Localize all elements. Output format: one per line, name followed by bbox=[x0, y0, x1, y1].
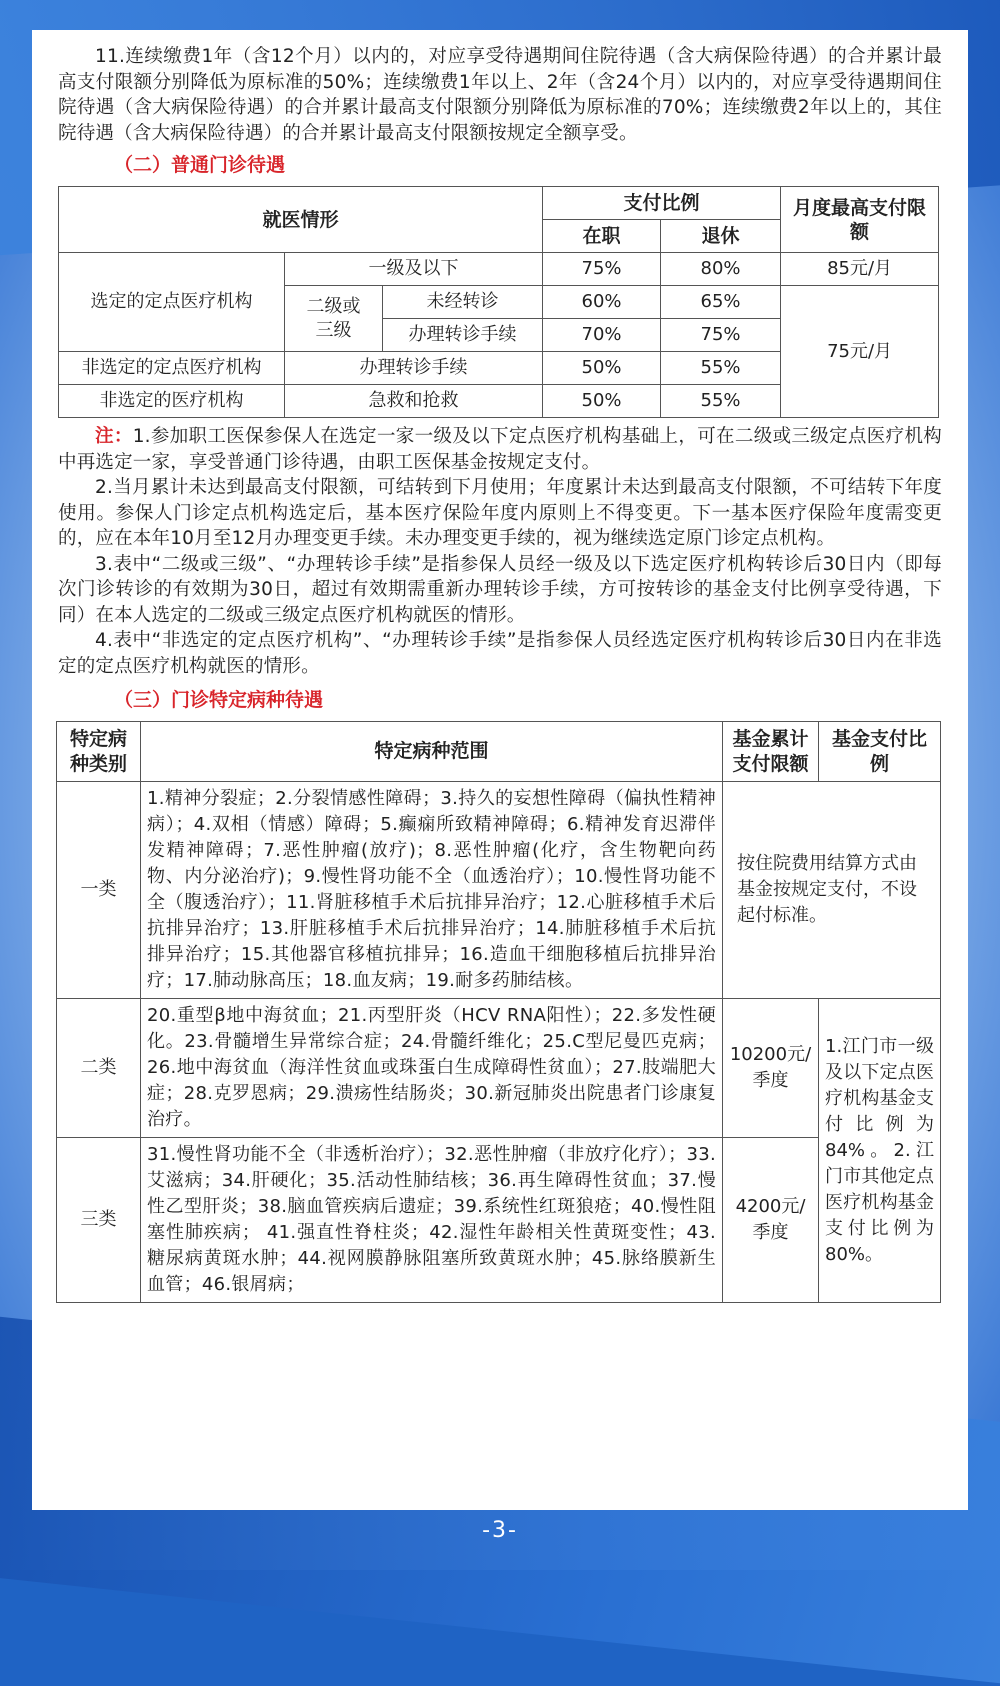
cell-value: 55% bbox=[661, 385, 781, 418]
note-1 bbox=[58, 424, 942, 475]
row-emergency: 急救和抢救 bbox=[285, 385, 543, 418]
row-level1: 一级及以下 bbox=[285, 253, 543, 286]
header-ratio: 支付比例 bbox=[543, 187, 781, 220]
category-3-limit: 4200元/季度 bbox=[723, 1138, 819, 1303]
note-4: 4.表中“非选定的定点医疗机构”、“办理转诊手续”是指参保人员经选定医疗机构转诊后30日内在非选定的定点医疗机构就医的情形。 bbox=[58, 630, 942, 677]
category-2: 二类 bbox=[57, 999, 141, 1138]
note-1-text: 1.参加职工医保参保人在选定一家一级及以下定点医疗机构基础上，可在二级或三级定点医疗机构中再选定一家，享受普通门诊待遇，由职工医保基金按规定支付。 bbox=[58, 426, 942, 473]
cell-value: 70% bbox=[543, 319, 661, 352]
category-3: 三类 bbox=[57, 1138, 141, 1303]
header-category: 特定病种类别 bbox=[57, 722, 141, 782]
row-referral: 办理转诊手续 bbox=[383, 319, 543, 352]
intro-paragraph: 11.连续缴费1年（含12个月）以内的，对应享受待遇期间住院待遇（含大病保险待遇）的合并累计最高支付限额分别降低为原标准的50%；连续缴费1年以上、2年（含24个月）以内的，对应享受待遇期间住院待遇（含大病保险待遇）的合并累计最高支付限额分别降低为原标准的70%；连续缴费2年以上的，其住院待遇（含大病保险待遇）的合并累计最高支付限额按规定全额享受。 bbox=[58, 46, 942, 144]
cell-value: 50% bbox=[543, 352, 661, 385]
header-fund-ratio: 基金支付比例 bbox=[819, 722, 941, 782]
outpatient-table bbox=[58, 186, 939, 418]
document-sheet bbox=[32, 30, 968, 1510]
header-fund-limit: 基金累计支付限额 bbox=[723, 722, 819, 782]
header-situation: 就医情形 bbox=[59, 187, 543, 253]
special-disease-table bbox=[56, 721, 941, 1303]
header-scope: 特定病种范围 bbox=[141, 722, 723, 782]
row-no-referral: 未经转诊 bbox=[383, 286, 543, 319]
category-1-payment: 按住院费用结算方式由基金按规定支付，不设起付标准。 bbox=[723, 782, 941, 999]
note-2: 2.当月累计未达到最高支付限额，可结转到下月使用；年度累计未达到最高支付限额，不可结转下年度使用。参保人门诊定点机构选定后，基本医疗保险年度内原则上不得变更。下一基本医疗保险年度需变更的，应在本年10月至12月办理变更手续。未办理变更手续的，视为继续选定原门诊定点机构。 bbox=[58, 477, 942, 549]
note-3: 3.表中“二级或三级”、“办理转诊手续”是指参保人员经一级及以下选定医疗机构转诊后30日内（即每次门诊转诊的有效期为30日，超过有效期需重新办理转诊手续，方可按转诊的基金支付比例享受待遇，下同）在本人选定的二级或三级定点医疗机构就医的情形。 bbox=[58, 553, 942, 626]
header-retired: 退休 bbox=[661, 220, 781, 253]
cell-value: 80% bbox=[661, 253, 781, 286]
cell-value: 60% bbox=[543, 286, 661, 319]
cell-value: 75% bbox=[543, 253, 661, 286]
category-23-ratio: 1.江门市一级及以下定点医疗机构基金支付比例为84%。2.江门市其他定点医疗机构基金支付比例为80%。 bbox=[819, 999, 941, 1303]
cell-limit: 75元/月 bbox=[781, 286, 939, 418]
cell-value: 55% bbox=[661, 352, 781, 385]
row-nonselected-other: 非选定的医疗机构 bbox=[59, 385, 285, 418]
notes-block bbox=[58, 424, 942, 679]
section3-title: （三）门诊特定病种待遇 bbox=[114, 689, 324, 711]
cell-value: 75% bbox=[661, 319, 781, 352]
category-1-scope: 1.精神分裂症；2.分裂情感性障碍；3.持久的妄想性障碍（偏执性精神病）；4.双相（情感）障碍；5.癫痫所致精神障碍；6.精神发育迟滞伴发精神障碍；7.恶性肿瘤(放疗)；8.恶性肿瘤(化疗，含生物靶向药物、内分泌治疗)；9.慢性肾功能不全（血透治疗）；10.慢性肾功能不全（腹透治疗）；11.肾脏移植手术后抗排异治疗；12.心脏移植手术后抗排异治疗；13.肝脏移植手术后抗排异治疗；14.肺脏移植手术后抗排异治疗；15.其他器官移植抗排异；16.造血干细胞移植后抗排异治疗；17.肺动脉高压；18.血友病；19.耐多药肺结核。 bbox=[141, 782, 723, 999]
header-monthly-limit: 月度最高支付限额 bbox=[781, 187, 939, 253]
category-1: 一类 bbox=[57, 782, 141, 999]
cell-value: 50% bbox=[543, 385, 661, 418]
note-label: 注： bbox=[95, 426, 133, 447]
cell-value: 65% bbox=[661, 286, 781, 319]
category-3-scope: 31.慢性肾功能不全（非透析治疗）；32.恶性肿瘤（非放疗化疗）；33.艾滋病；34.肝硬化；35.活动性肺结核；36.再生障碍性贫血；37.慢性乙型肝炎；38.脑血管疾病后遗症；39.系统性红斑狼疮；40.慢性阻塞性肺疾病； 41.强直性脊柱炎；42.湿性年龄相关性黄斑变性；43.糖尿病黄斑水肿；44.视网膜静脉阻塞所致黄斑水肿；45.脉络膜新生血管；46.银屑病； bbox=[141, 1138, 723, 1303]
row-selected-institution: 选定的定点医疗机构 bbox=[59, 253, 285, 352]
category-2-limit: 10200元/季度 bbox=[723, 999, 819, 1138]
row-nonselected-designated: 非选定的定点医疗机构 bbox=[59, 352, 285, 385]
row-level23: 二级或三级 bbox=[285, 286, 383, 352]
header-employed: 在职 bbox=[543, 220, 661, 253]
page-number: -3- bbox=[482, 1518, 518, 1543]
section2-title: （二）普通门诊待遇 bbox=[114, 154, 286, 176]
row-nonselected-referral: 办理转诊手续 bbox=[285, 352, 543, 385]
category-2-scope: 20.重型β地中海贫血；21.丙型肝炎（HCV RNA阳性）；22.多发性硬化。23.骨髓增生异常综合症；24.骨髓纤维化；25.C型尼曼匹克病；26.地中海贫血（海洋性贫血或珠蛋白生成障碍性贫血）；27.肢端肥大症；28.克罗恩病；29.溃疡性结肠炎；30.新冠肺炎出院患者门诊康复治疗。 bbox=[141, 999, 723, 1138]
cell-limit: 85元/月 bbox=[781, 253, 939, 286]
